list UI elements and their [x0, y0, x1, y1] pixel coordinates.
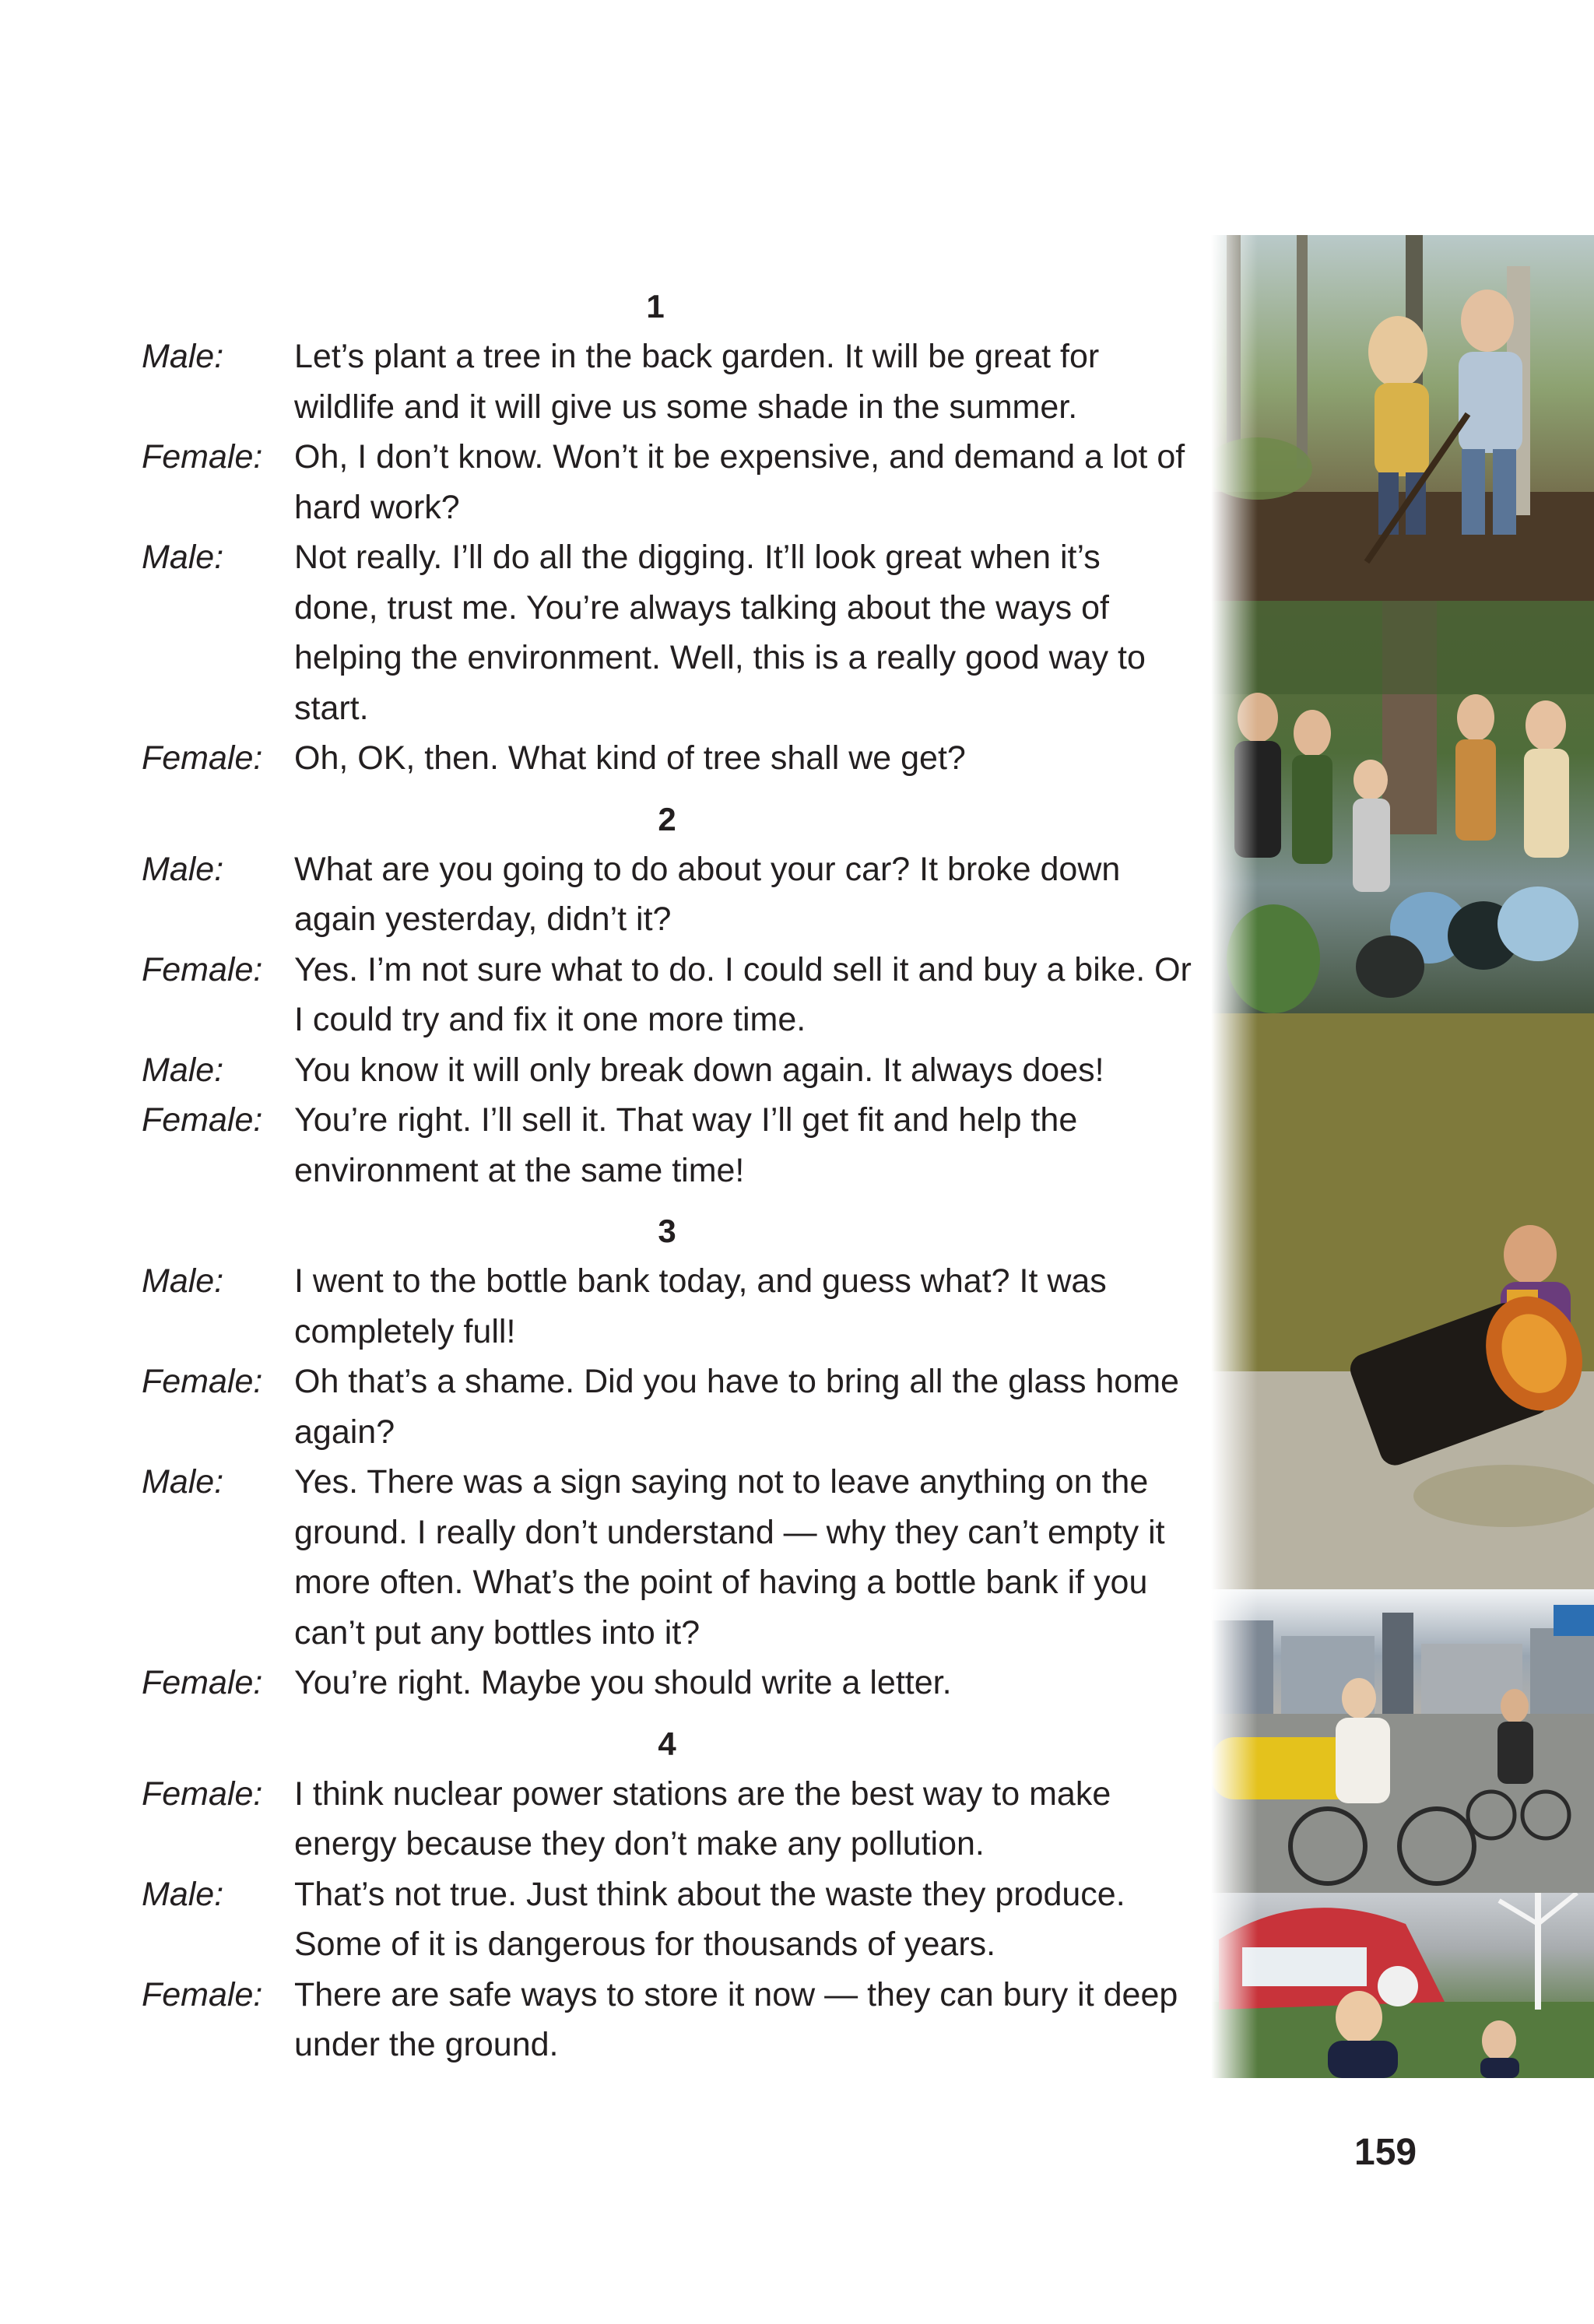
dialogue-line [142, 945, 1192, 1045]
speech-text: Oh, OK, then. What kind of tree shall we get? [294, 739, 966, 777]
dialogue-section-4 [142, 1719, 1192, 2070]
section-number: 3 [658, 1213, 676, 1249]
speaker-label: Male: [142, 338, 224, 375]
dialogue-section-2 [142, 795, 1192, 1196]
litter-cleanup-photo [1211, 601, 1594, 1037]
speaker-label: Male: [142, 539, 224, 576]
litter-cleanup-illustration [1211, 601, 1594, 1037]
dialogue-section-3 [142, 1206, 1192, 1708]
river-barrel-photo [1211, 1013, 1594, 1589]
speech-text: Oh, I don’t know. Won’t it be expensive, and demand a lot of hard work? [294, 438, 1185, 526]
speech-text: You’re right. Maybe you should write a letter. [294, 1664, 952, 1701]
dialogue-line [142, 1095, 1192, 1195]
speaker-label: Female: [142, 1664, 263, 1701]
speech-text: There are safe ways to store it now — they can bury it deep under the ground. [294, 1975, 1178, 2063]
speaker-label: Female: [142, 1775, 263, 1813]
tree-planting-illustration [1211, 235, 1594, 616]
speech-text: Oh that’s a shame. Did you have to bring all the glass home again? [294, 1363, 1179, 1451]
photo-collage [1211, 235, 1594, 2078]
dialogue-line [142, 1658, 1192, 1708]
page-number: 159 [1354, 2132, 1417, 2173]
speech-text: Yes. I’m not sure what to do. I could sell it and buy a bike. Or I could try and fix it one more time. [294, 950, 1192, 1038]
dialogue-transcript [142, 282, 1192, 2081]
dialogue-line [142, 1357, 1192, 1457]
river-barrel-illustration [1211, 1013, 1594, 1589]
speech-text: I think nuclear power stations are the best way to make energy because they don’t make any pollution. [294, 1775, 1111, 1862]
dialogue-line [142, 332, 1192, 432]
dialogue-line [142, 1869, 1192, 1970]
section-number: 2 [658, 800, 676, 837]
speaker-label: Female: [142, 950, 263, 988]
dialogue-line [142, 1256, 1192, 1357]
photo-fade-edge [1211, 235, 1258, 2078]
dialogue-line [142, 1769, 1192, 1869]
dialogue-line [142, 1045, 1192, 1096]
speaker-label: Female: [142, 1101, 263, 1139]
speech-text: Yes. There was a sign saying not to leave anything on the ground. I really don’t understand — why they can’t empty it more often. What’s the point of having a bottle bank if you can’t put any bottles into it? [294, 1463, 1165, 1652]
speaker-label: Female: [142, 438, 263, 476]
tree-planting-photo [1211, 235, 1594, 616]
speaker-label: Male: [142, 1051, 224, 1089]
speech-text: What are you going to do about your car? It broke down again yesterday, didn’t it? [294, 850, 1121, 938]
section-number: 1 [646, 288, 665, 325]
dialogue-line [142, 432, 1192, 532]
speech-text: Not really. I’ll do all the digging. It’ll look great when it’s done, trust me. You’re always talking about the ways of helping the environment. Well, this is a really good way to start. [294, 539, 1146, 727]
vintage-car-photo [1211, 1893, 1594, 2078]
speaker-label: Female: [142, 1363, 263, 1400]
speech-text: I went to the bottle bank today, and guess what? It was completely full! [294, 1262, 1107, 1350]
speaker-label: Female: [142, 739, 263, 777]
dialogue-line [142, 733, 1192, 784]
vintage-car-illustration [1211, 1893, 1594, 2078]
speech-text: That’s not true. Just think about the waste they produce. Some of it is dangerous for thousands of years. [294, 1875, 1125, 1963]
speech-text: Let’s plant a tree in the back garden. It will be great for wildlife and it will give us some shade in the summer. [294, 338, 1100, 426]
dialogue-line [142, 844, 1192, 945]
speaker-label: Male: [142, 1463, 224, 1501]
speaker-label: Male: [142, 1262, 224, 1300]
city-cycling-photo [1211, 1589, 1594, 1893]
dialogue-line [142, 532, 1192, 733]
dialogue-section-1 [142, 282, 1192, 784]
city-cycling-illustration [1211, 1589, 1594, 1893]
section-number: 4 [658, 1725, 676, 1762]
speaker-label: Female: [142, 1975, 263, 2013]
dialogue-line [142, 1457, 1192, 1658]
speaker-label: Male: [142, 1875, 224, 1913]
speaker-label: Male: [142, 850, 224, 888]
dialogue-line [142, 1970, 1192, 2070]
speech-text: You know it will only break down again. It always does! [294, 1051, 1104, 1089]
speech-text: You’re right. I’ll sell it. That way I’ll get fit and help the environment at the same time! [294, 1101, 1078, 1189]
